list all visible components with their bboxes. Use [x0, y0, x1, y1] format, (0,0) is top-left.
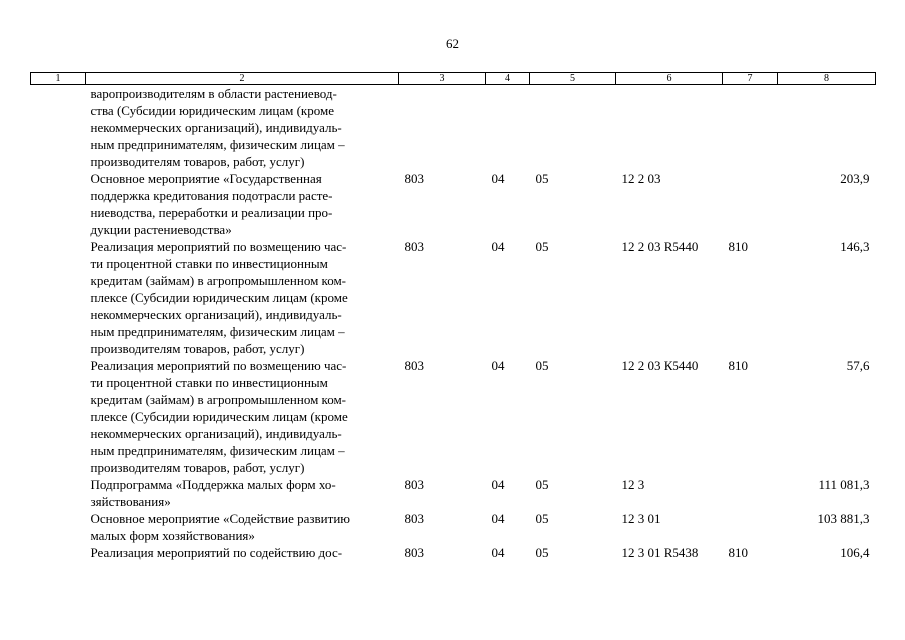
row-col-3	[399, 85, 486, 171]
row-name: Реализация мероприятий по возмещению час- ти процентной ставки по инвестиционным кредитам (займам) в агропромышленном ком- плексе (Субсидии юридическим лицам (кроме некоммерческих организаций), индивидуаль- ным предпринимателям, физическим лицам – производителям товаров, работ, услуг)	[90, 239, 348, 356]
row-amount: 103 881,3	[817, 511, 870, 526]
row-col-7	[723, 510, 778, 544]
row-name: Подпрограмма «Поддержка малых форм хо- зяйствования»	[90, 477, 336, 509]
header-col-6: 6	[616, 73, 723, 85]
page-number: 62	[446, 36, 459, 51]
table-row	[31, 357, 876, 476]
row-col-7: 810	[728, 239, 748, 254]
row-col-5: 05	[535, 239, 549, 254]
row-col-1	[31, 476, 86, 510]
row-col-5: 05	[535, 477, 549, 492]
row-col-3: 803	[404, 511, 424, 526]
row-col-6: 12 2 03 R5440	[621, 239, 699, 254]
header-col-4: 4	[486, 73, 530, 85]
row-col-4: 04	[491, 477, 505, 492]
row-col-5: 05	[535, 545, 549, 560]
table-row	[31, 238, 876, 357]
row-col-4: 04	[491, 171, 505, 186]
row-col-1	[31, 544, 86, 561]
header-col-7: 7	[723, 73, 778, 85]
table-row	[31, 544, 876, 561]
row-name: Реализация мероприятий по возмещению час- ти процентной ставки по инвестиционным кредитам (займам) в агропромышленном ком- плексе (Субсидии юридическим лицам (кроме некоммерческих организаций), индивидуаль- ным предпринимателям, физическим лицам – производителям товаров, работ, услуг)	[90, 358, 348, 475]
row-col-7: 810	[728, 545, 748, 560]
row-col-7: 810	[728, 358, 748, 373]
row-col-7	[723, 85, 778, 171]
row-col-5: 05	[535, 171, 549, 186]
row-amount: 203,9	[840, 171, 870, 186]
table-header-row	[31, 73, 876, 85]
row-name: Основное мероприятие «Содействие развитию малых форм хозяйствования»	[90, 511, 350, 543]
row-col-6: 12 2 03	[621, 171, 661, 186]
table-row	[31, 476, 876, 510]
row-col-4: 04	[491, 511, 505, 526]
row-col-5	[530, 85, 616, 171]
row-col-5: 05	[535, 511, 549, 526]
row-name: Реализация мероприятий по содействию дос-	[90, 545, 343, 560]
row-col-7	[723, 476, 778, 510]
header-col-1: 1	[31, 73, 86, 85]
header-col-3: 3	[399, 73, 486, 85]
row-col-6: 12 3 01 R5438	[621, 545, 699, 560]
row-col-1	[31, 357, 86, 476]
row-col-3: 803	[404, 171, 424, 186]
row-amount: 111 081,3	[818, 477, 870, 492]
row-col-3: 803	[404, 358, 424, 373]
row-col-4	[486, 85, 530, 171]
row-col-6: 12 2 03 К5440	[621, 358, 699, 373]
row-name: Основное мероприятие «Государственная поддержка кредитования подотрасли расте- ниеводства, переработки и реализации про- дукции растениеводства»	[90, 171, 333, 237]
row-col-4: 04	[491, 545, 505, 560]
row-amount	[778, 85, 876, 171]
header-col-5: 5	[530, 73, 616, 85]
row-col-1	[31, 170, 86, 238]
row-col-3: 803	[404, 545, 424, 560]
header-col-2: 2	[86, 73, 399, 85]
row-col-4: 04	[491, 239, 505, 254]
header-col-8: 8	[778, 73, 876, 85]
row-col-1	[31, 510, 86, 544]
row-col-3: 803	[404, 477, 424, 492]
row-col-1	[31, 238, 86, 357]
table-row	[31, 170, 876, 238]
table-row	[31, 510, 876, 544]
row-amount: 106,4	[840, 545, 870, 560]
row-col-5: 05	[535, 358, 549, 373]
budget-table	[30, 72, 876, 561]
row-col-6	[616, 85, 723, 171]
row-col-1	[31, 85, 86, 171]
row-col-6: 12 3 01	[621, 511, 661, 526]
row-name: варопроизводителям в области растениевод- ства (Субсидии юридическим лицам (кроме некоммерческих организаций), индивидуаль- ным предпринимателям, физическим лицам – производителям товаров, работ, услуг)	[90, 86, 345, 169]
row-col-7	[723, 170, 778, 238]
row-col-3: 803	[404, 239, 424, 254]
row-col-6: 12 3	[621, 477, 645, 492]
row-col-4: 04	[491, 358, 505, 373]
row-amount: 146,3	[840, 239, 870, 254]
row-amount: 57,6	[846, 358, 870, 373]
table-row	[31, 85, 876, 171]
